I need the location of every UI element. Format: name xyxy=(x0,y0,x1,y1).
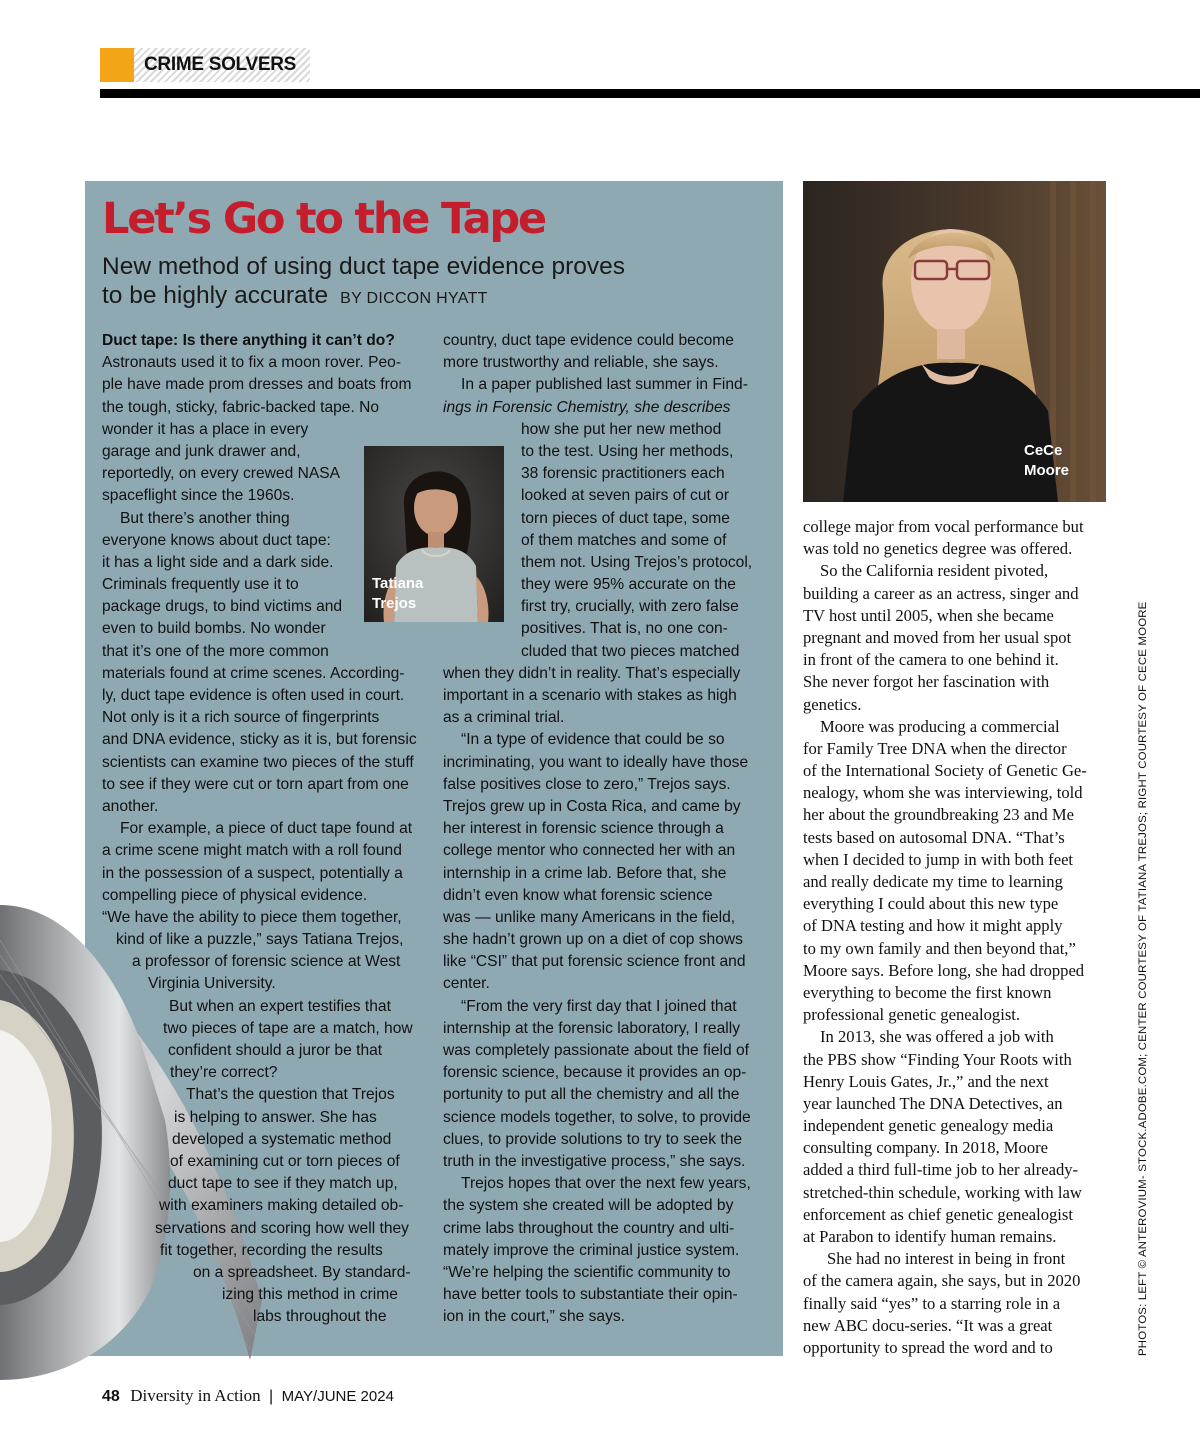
body-line: ings in Forensic Chemistry, she describes xyxy=(443,398,731,416)
body-line: to see if they were cut or torn apart from one xyxy=(102,775,409,793)
body-line: everything to become the first known xyxy=(803,982,1052,1002)
body-line: cluded that two pieces matched xyxy=(521,642,740,660)
portrait-cece-moore xyxy=(803,181,1106,502)
body-line: of DNA testing and how it might apply xyxy=(803,916,1063,936)
body-line: internship at the forensic laboratory, I really xyxy=(443,1019,741,1037)
body-line: spaceflight since the 1960s. xyxy=(102,487,295,505)
body-line: Trejos grew up in Costa Rica, and came by xyxy=(443,797,741,815)
body-line: duct tape to see if they match up, xyxy=(168,1175,398,1193)
body-line: pregnant and moved from her usual spot xyxy=(803,627,1072,647)
body-line: “From the very first day that I joined that xyxy=(461,997,737,1015)
body-line: science models together, to solve, to provide xyxy=(443,1108,751,1126)
body-line: Moore says. Before long, she had dropped xyxy=(803,960,1085,980)
body-line: of examining cut or torn pieces of xyxy=(170,1152,400,1170)
body-line: clues, to provide solutions to try to seek the xyxy=(443,1130,743,1148)
body-line: In a paper published last summer in Find- xyxy=(461,376,748,394)
body-line: at Parabon to identify human remains. xyxy=(803,1227,1057,1246)
body-line: forensic science, because it provides an op- xyxy=(443,1064,747,1082)
body-line: added a third full-time job to her already- xyxy=(803,1160,1079,1180)
caption-first-name: CeCe xyxy=(1024,442,1063,459)
body-line: nealogy, whom she was interviewing, told xyxy=(803,783,1083,803)
body-line: wonder it has a place in every xyxy=(102,420,309,438)
body-line: everything I could about this new type xyxy=(803,894,1059,914)
body-line: mately improve the criminal justice system. xyxy=(443,1241,740,1259)
page-number: 48 xyxy=(102,1388,120,1405)
body-line: in front of the camera to one behind it. xyxy=(803,650,1059,670)
body-line: another. xyxy=(102,797,159,815)
body-line: when I decided to jump in with both feet xyxy=(803,849,1074,869)
section-label: CRIME SOLVERS xyxy=(144,54,296,75)
body-line: the PBS show “Finding Your Roots with xyxy=(803,1049,1072,1069)
body-line: developed a systematic method xyxy=(172,1130,392,1148)
body-line: In 2013, she was offered a job with xyxy=(820,1027,1054,1047)
body-line: genetics. xyxy=(803,694,862,714)
body-line: That’s the question that Trejos xyxy=(186,1086,395,1104)
body-line: her interest in forensic science through a xyxy=(443,820,724,838)
body-line: country, duct tape evidence could become xyxy=(443,332,734,349)
body-line: center. xyxy=(443,975,490,993)
body-line: ion in the court,” she says. xyxy=(443,1308,626,1326)
dek-line: New method of using duct tape evidence proves xyxy=(102,253,625,280)
body-line: reportedly, on every crewed NASA xyxy=(102,465,341,483)
body-line: “In a type of evidence that could be so xyxy=(461,731,725,749)
body-line: of them matches and some of xyxy=(521,531,727,549)
body-line: to my own family and then beyond that,” xyxy=(803,938,1076,958)
body-line: was completely passionate about the field of xyxy=(443,1042,749,1059)
body-line: consulting company. In 2018, Moore xyxy=(803,1138,1049,1158)
body-line: Criminals frequently use it to xyxy=(102,576,299,594)
dek-line-text: to be highly accurate xyxy=(102,282,329,309)
body-line: in the possession of a suspect, potentially a xyxy=(102,864,403,882)
body-line: independent genetic genealogy media xyxy=(803,1116,1054,1136)
body-line: positives. That is, no one con- xyxy=(521,620,728,638)
body-line: her about the groundbreaking 23 and Me xyxy=(803,805,1074,825)
body-line: scientists can examine two pieces of the stuff xyxy=(102,753,414,771)
body-line: year launched The DNA Detectives, an xyxy=(803,1093,1063,1113)
dek xyxy=(102,252,742,313)
body-line: ple have made prom dresses and boats from xyxy=(102,376,412,394)
body-line: for Family Tree DNA when the director xyxy=(803,738,1067,758)
body-line: crime labs throughout the country and ulti- xyxy=(443,1219,735,1237)
body-line: Duct tape: Is there anything it can’t do? xyxy=(102,332,395,349)
body-line: it has a light side and a dark side. xyxy=(102,553,334,571)
photo-credits: PHOTOS: LEFT © ANTEROVIUM- STOCK.ADOBE.COM; CENTER COURTESY OF TATIANA TREJOS; RIGHT COURTESY OF CECE MOORE xyxy=(1137,601,1149,1356)
body-column-2 xyxy=(443,330,752,1328)
headline: Let’s Go to the Tape xyxy=(102,194,545,244)
body-line: is helping to answer. She has xyxy=(174,1108,377,1126)
body-line: But when an expert testifies that xyxy=(169,997,391,1015)
section-tag-square xyxy=(100,48,134,82)
body-line: Not only is it a rich source of fingerprints xyxy=(102,709,380,727)
body-line: more trustworthy and reliable, she says. xyxy=(443,354,719,372)
body-line: But there’s another thing xyxy=(120,509,290,527)
body-line: didn’t even know what forensic science xyxy=(443,886,713,904)
body-line: finally said “yes” to a starring role in a xyxy=(803,1293,1061,1313)
body-line: that it’s one of the more common xyxy=(102,642,329,660)
body-line: Moore was producing a commercial xyxy=(820,716,1060,736)
body-line: ly, duct tape evidence is often used in court. xyxy=(102,687,405,704)
body-line: “We have the ability to piece them together, xyxy=(102,908,402,926)
body-line: incriminating, you want to ideally have those xyxy=(443,753,749,771)
body-line: She never forgot her fascination with xyxy=(803,672,1050,692)
body-line: a crime scene might match with a roll found xyxy=(102,842,402,860)
body-line: two pieces of tape are a match, how xyxy=(163,1019,413,1037)
body-line: building a career as an actress, singer and xyxy=(803,583,1079,603)
body-line: looked at seven pairs of cut or xyxy=(521,487,730,505)
body-line: false positives close to zero,” Trejos says. xyxy=(443,775,731,793)
body-line: kind of like a puzzle,” says Tatiana Trejos, xyxy=(116,931,404,949)
body-line: of the camera again, she says, but in 2020 xyxy=(803,1271,1081,1291)
body-line: torn pieces of duct tape, some xyxy=(521,509,730,527)
body-line: labs throughout the xyxy=(253,1308,387,1326)
body-line: the tough, sticky, fabric-backed tape. No xyxy=(102,398,380,416)
body-line: college mentor who connected her with an xyxy=(443,842,736,860)
issue-date: MAY/JUNE 2024 xyxy=(281,1388,394,1405)
header-rule xyxy=(100,89,1200,98)
body-line: confident should a juror be that xyxy=(168,1042,383,1059)
body-line: college major from vocal performance but xyxy=(803,517,1084,536)
body-line: when they didn’t in reality. That’s especially xyxy=(443,664,741,682)
body-line: of the International Society of Genetic Ge- xyxy=(803,761,1087,781)
body-line: them not. Using Trejos’s protocol, xyxy=(521,553,753,571)
caption-moore xyxy=(1024,441,1069,481)
body-line: portunity to put all the chemistry and all the xyxy=(443,1086,740,1104)
body-line: Virginia University. xyxy=(148,975,276,993)
body-line: to the test. Using her methods, xyxy=(521,442,734,460)
caption-last-name: Trejos xyxy=(372,595,417,612)
body-line: Astronauts used it to fix a moon rover. Peo- xyxy=(102,354,402,372)
body-line: new ABC docu-series. “It was a great xyxy=(803,1315,1053,1335)
body-line: even to build bombs. No wonder xyxy=(102,620,326,638)
body-line: as a criminal trial. xyxy=(443,709,565,727)
body-line: was — unlike many Americans in the field, xyxy=(443,908,736,926)
body-line: internship in a crime lab. Before that, she xyxy=(443,864,727,882)
body-line: and DNA evidence, sticky as it is, but forensic xyxy=(102,731,417,749)
publication-name: Diversity in Action xyxy=(130,1386,261,1405)
body-line: compelling piece of physical evidence. xyxy=(102,886,368,904)
page-footer xyxy=(102,1386,394,1406)
body-line: like “CSI” that put forensic science front and xyxy=(443,953,746,971)
body-line: Trejos hopes that over the next few years, xyxy=(461,1175,751,1193)
body-line: “We’re helping the scientific community to xyxy=(443,1263,731,1281)
body-line: the system she created will be adopted by xyxy=(443,1197,734,1215)
byline: BY DICCON HYATT xyxy=(340,290,488,307)
body-line: Henry Louis Gates, Jr.,” and the next xyxy=(803,1071,1049,1091)
body-line: servations and scoring how well they xyxy=(155,1219,409,1237)
body-line: izing this method in crime xyxy=(222,1286,398,1304)
body-line: they’re correct? xyxy=(170,1064,278,1082)
body-line: and really dedicate my time to learning xyxy=(803,872,1063,891)
body-line: they were 95% accurate on the xyxy=(521,576,736,594)
footer-separator: | xyxy=(269,1388,274,1405)
body-line: with examiners making detailed ob- xyxy=(159,1197,404,1215)
body-line: was told no genetics degree was offered. xyxy=(803,539,1073,559)
body-line: first try, crucially, with zero false xyxy=(521,598,739,616)
body-line: truth in the investigative process,” she says. xyxy=(443,1152,746,1170)
section-tag xyxy=(100,48,310,82)
body-line: materials found at crime scenes. According- xyxy=(102,664,405,682)
body-line: opportunity to spread the word and to xyxy=(803,1337,1053,1357)
caption-first-name: Tatiana xyxy=(372,575,424,592)
body-line: on a spreadsheet. By standard- xyxy=(193,1263,411,1281)
body-line: a professor of forensic science at West xyxy=(132,953,401,971)
body-line: important in a scenario with stakes as high xyxy=(443,687,737,704)
body-line: 38 forensic practitioners each xyxy=(521,465,725,483)
body-line: She had no interest in being in front xyxy=(827,1249,1066,1269)
body-column-3 xyxy=(803,516,1087,1359)
body-line: she hadn’t grown up on a diet of cop shows xyxy=(443,931,743,949)
body-line: For example, a piece of duct tape found at xyxy=(120,820,413,838)
body-line: how she put her new method xyxy=(521,420,722,438)
body-line: have better tools to substantiate their opin- xyxy=(443,1286,738,1304)
caption-last-name: Moore xyxy=(1024,462,1069,479)
body-line: package drugs, to bind victims and xyxy=(102,598,343,616)
body-line: enforcement as chief genetic genealogist xyxy=(803,1204,1073,1224)
body-line: tests based on autosomal DNA. “That’s xyxy=(803,827,1065,847)
body-line: stretched-thin schedule, working with law xyxy=(803,1182,1082,1202)
caption-trejos xyxy=(372,574,423,614)
body-line: everyone knows about duct tape: xyxy=(102,531,331,549)
body-line: professional genetic genealogist. xyxy=(803,1005,1021,1025)
body-line: garage and junk drawer and, xyxy=(102,442,301,460)
dek-line xyxy=(102,281,742,313)
body-line: fit together, recording the results xyxy=(160,1241,383,1259)
body-line: So the California resident pivoted, xyxy=(820,561,1049,581)
body-line: TV host until 2005, when she became xyxy=(803,605,1054,625)
